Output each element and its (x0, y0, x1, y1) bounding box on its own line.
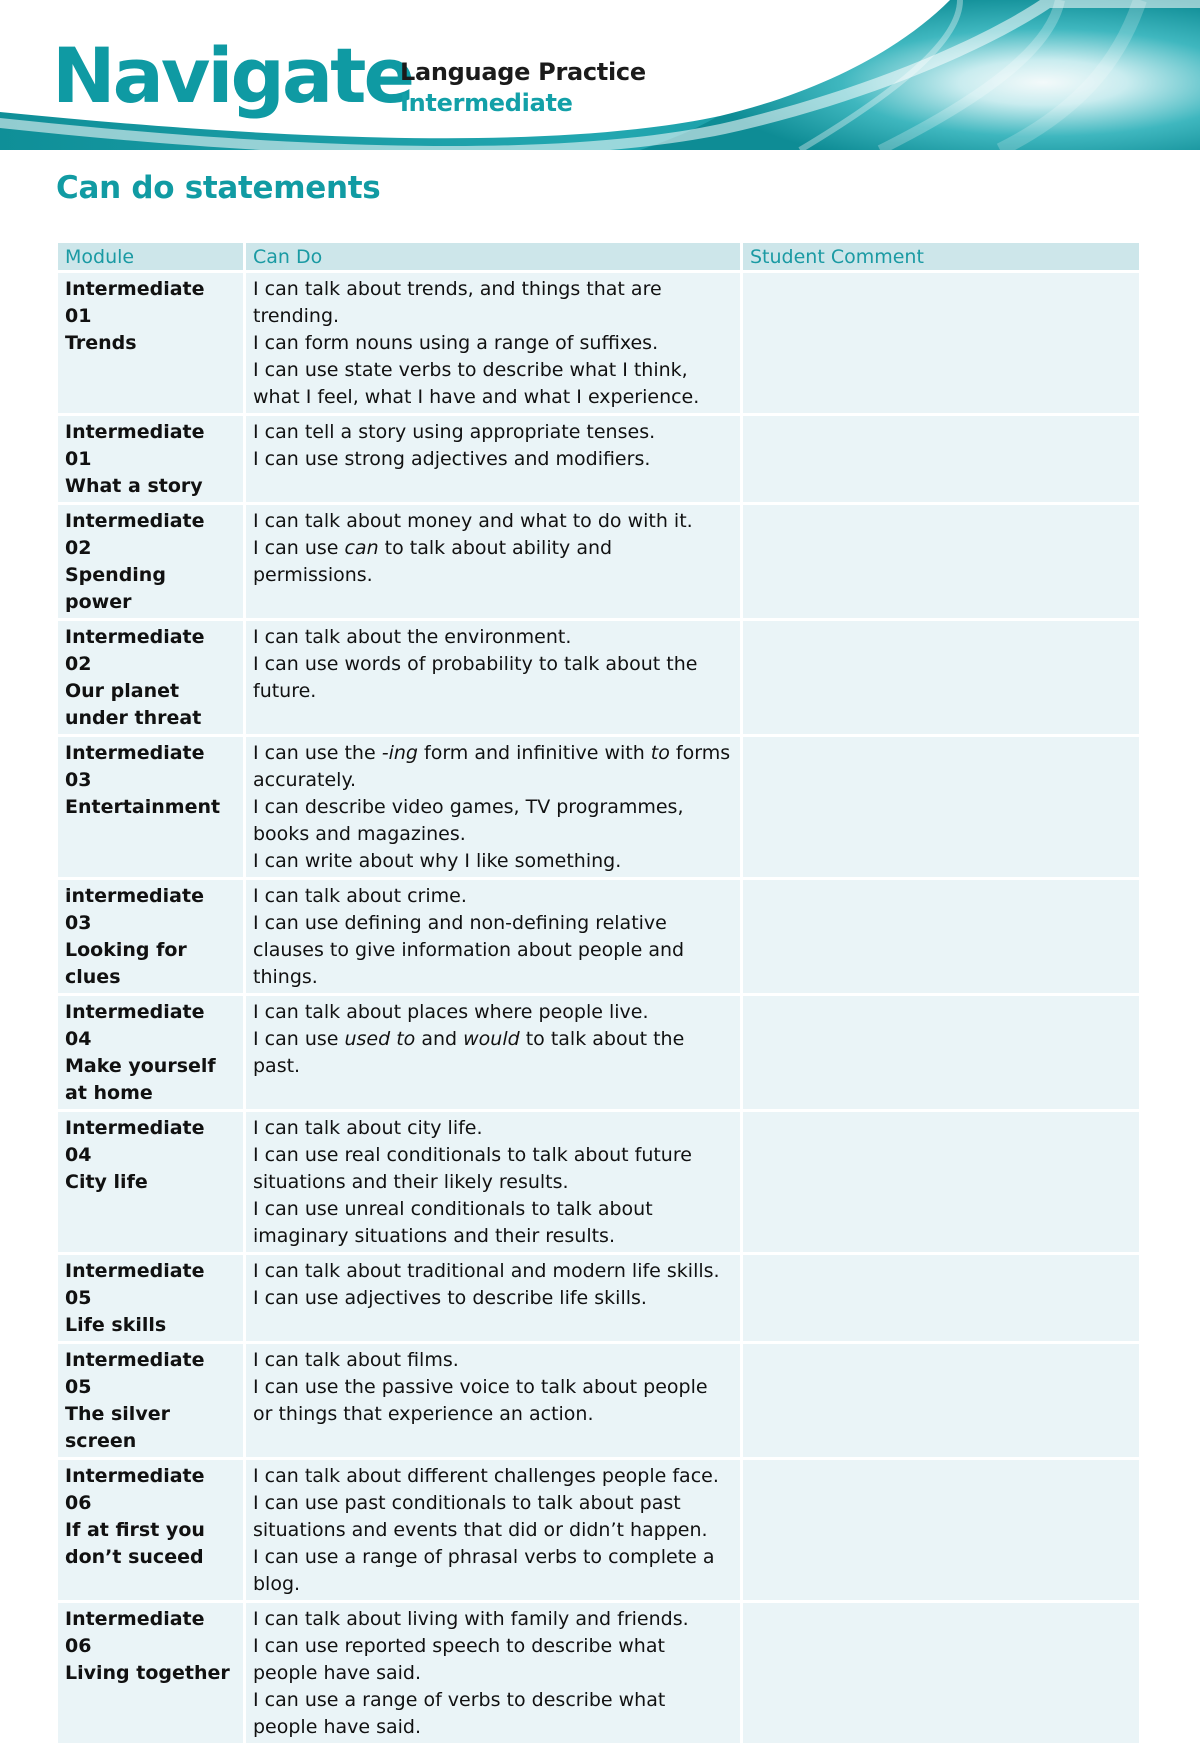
can-do-statement: I can use a range of phrasal verbs to complete a blog. (253, 1546, 715, 1595)
module-code: Intermediate 01 (65, 421, 205, 470)
can-do-statement: I can use the passive voice to talk about people or things that experience an action. (253, 1376, 708, 1425)
table-header-row (58, 243, 1139, 270)
can-do-table (55, 240, 1142, 1746)
module-cell (58, 1344, 243, 1457)
module-cell (58, 273, 243, 413)
can-do-statement: I can talk about crime. (253, 885, 467, 907)
can-do-cell (246, 1255, 740, 1341)
module-code: Intermediate 05 (65, 1349, 205, 1398)
can-do-cell (246, 416, 740, 502)
student-comment-cell[interactable] (743, 1344, 1139, 1457)
module-name: City life (65, 1171, 148, 1193)
can-do-statement: I can use a range of verbs to describe what people have said. (253, 1689, 666, 1738)
can-do-cell (246, 1603, 740, 1743)
can-do-cell (246, 505, 740, 618)
module-code: Intermediate 03 (65, 742, 205, 791)
header-level: Intermediate (400, 89, 573, 117)
can-do-statement: I can use words of probability to talk about the future. (253, 653, 698, 702)
module-cell (58, 880, 243, 993)
can-do-statement: I can use defining and non-defining relative clauses to give information about people and things. (253, 912, 685, 988)
module-name: Entertainment (65, 796, 221, 818)
module-cell (58, 996, 243, 1109)
table-row (58, 1112, 1139, 1252)
table-row (58, 880, 1139, 993)
navigate-logo: Navigate (52, 31, 413, 120)
page-title: Can do statements (56, 170, 381, 206)
module-name: Looking for clues (65, 939, 187, 988)
can-do-statement: I can use unreal conditionals to talk about imaginary situations and their results. (253, 1198, 653, 1247)
student-comment-cell[interactable] (743, 505, 1139, 618)
can-do-statement: I can talk about money and what to do with it. (253, 510, 693, 532)
module-name: If at first you don’t suceed (65, 1519, 205, 1568)
module-cell (58, 1460, 243, 1600)
table-row (58, 1460, 1139, 1600)
student-comment-cell[interactable] (743, 737, 1139, 877)
can-do-statement: I can talk about traditional and modern life skills. (253, 1260, 720, 1282)
can-do-statement: I can use adjectives to describe life skills. (253, 1287, 647, 1309)
module-code: Intermediate 01 (65, 278, 205, 327)
module-name: What a story (65, 475, 203, 497)
table-row (58, 1603, 1139, 1743)
can-do-statement: I can talk about different challenges people face. (253, 1465, 719, 1487)
can-do-cell (246, 1460, 740, 1600)
column-header-student-comment: Student Comment (743, 243, 1139, 270)
student-comment-cell[interactable] (743, 273, 1139, 413)
module-name: Trends (65, 332, 137, 354)
module-code: Intermediate 06 (65, 1608, 205, 1657)
can-do-statement: I can use state verbs to describe what I think, what I feel, what I have and what I experience. (253, 359, 700, 408)
module-name: Living together (65, 1662, 230, 1684)
module-cell (58, 1255, 243, 1341)
module-cell (58, 621, 243, 734)
can-do-statement: I can describe video games, TV programmes, books and magazines. (253, 796, 684, 845)
module-code: Intermediate 04 (65, 1117, 205, 1166)
can-do-statement: I can use used to and would to talk about the past. (253, 1028, 685, 1077)
table-row (58, 996, 1139, 1109)
can-do-statement: I can form nouns using a range of suffixes. (253, 332, 659, 354)
can-do-statement: I can talk about city life. (253, 1117, 483, 1139)
module-code: Intermediate 02 (65, 510, 205, 559)
can-do-statement: I can use real conditionals to talk about future situations and their likely results. (253, 1144, 692, 1193)
table-row (58, 416, 1139, 502)
module-code: Intermediate 06 (65, 1465, 205, 1514)
module-cell (58, 737, 243, 877)
can-do-cell (246, 1344, 740, 1457)
can-do-statement: I can talk about places where people live. (253, 1001, 649, 1023)
can-do-cell (246, 996, 740, 1109)
can-do-statement: I can talk about trends, and things that are trending. (253, 278, 662, 327)
can-do-cell (246, 737, 740, 877)
student-comment-cell[interactable] (743, 880, 1139, 993)
table-row (58, 621, 1139, 734)
module-code: Intermediate 05 (65, 1260, 205, 1309)
can-do-statement: I can tell a story using appropriate tenses. (253, 421, 656, 443)
module-name: Spending power (65, 564, 166, 613)
student-comment-cell[interactable] (743, 1603, 1139, 1743)
table-body (58, 273, 1139, 1743)
student-comment-cell[interactable] (743, 996, 1139, 1109)
can-do-statement: I can use the -ing form and infinitive with to forms accurately. (253, 742, 731, 791)
module-cell (58, 1112, 243, 1252)
module-name: Life skills (65, 1314, 167, 1336)
module-code: intermediate 03 (65, 885, 204, 934)
can-do-statement: I can use past conditionals to talk about past situations and events that did or didn’t happen. (253, 1492, 708, 1541)
student-comment-cell[interactable] (743, 1112, 1139, 1252)
column-header-can-do: Can Do (246, 243, 740, 270)
can-do-statement: I can talk about living with family and friends. (253, 1608, 689, 1630)
column-header-module: Module (58, 243, 243, 270)
module-code: Intermediate 02 (65, 626, 205, 675)
can-do-statement: I can talk about films. (253, 1349, 459, 1371)
student-comment-cell[interactable] (743, 416, 1139, 502)
module-cell (58, 505, 243, 618)
can-do-statement: I can use reported speech to describe what people have said. (253, 1635, 665, 1684)
module-name: Our planet under threat (65, 680, 202, 729)
can-do-cell (246, 880, 740, 993)
student-comment-cell[interactable] (743, 1460, 1139, 1600)
table-row (58, 1255, 1139, 1341)
table-row (58, 737, 1139, 877)
table-row (58, 505, 1139, 618)
table-row (58, 1344, 1139, 1457)
can-do-statement: I can use strong adjectives and modifiers. (253, 448, 651, 470)
can-do-cell (246, 273, 740, 413)
module-cell (58, 1603, 243, 1743)
header-subtitle: Language Practice (400, 58, 646, 86)
can-do-cell (246, 621, 740, 734)
module-name: Make yourself at home (65, 1055, 216, 1104)
can-do-statement: I can write about why I like something. (253, 850, 622, 872)
can-do-statement: I can use can to talk about ability and permissions. (253, 537, 613, 586)
module-cell (58, 416, 243, 502)
can-do-statement: I can talk about the environment. (253, 626, 572, 648)
module-name: The silver screen (65, 1403, 170, 1452)
student-comment-cell[interactable] (743, 621, 1139, 734)
can-do-cell (246, 1112, 740, 1252)
student-comment-cell[interactable] (743, 1255, 1139, 1341)
module-code: Intermediate 04 (65, 1001, 205, 1050)
table-row (58, 273, 1139, 413)
